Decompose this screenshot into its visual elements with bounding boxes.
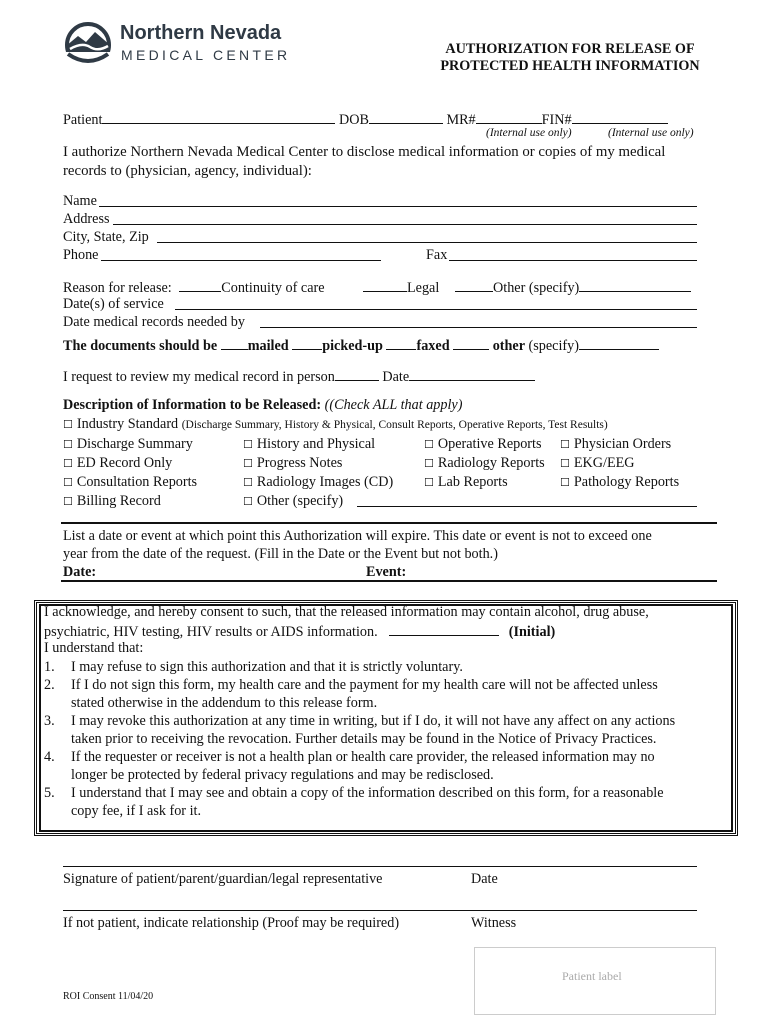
checkbox-icon[interactable]: ☐ [243,438,253,451]
checkbox-option[interactable] [424,455,545,472]
legal-checkline[interactable] [363,278,407,292]
picked-up-label: picked-up [322,338,383,354]
fin-field[interactable] [572,110,668,124]
list-number: 2. [44,677,55,693]
checkbox-option[interactable] [560,436,671,453]
delivery-specify-label: (specify) [528,338,579,354]
reason-label: Reason for release: [63,280,172,296]
checkbox-icon[interactable]: ☐ [243,457,253,470]
mr-internal-note: (Internal use only) [486,127,572,139]
continuity-checkline[interactable] [179,278,221,292]
list-number: 1. [44,659,55,675]
signature-date-label: Date [471,871,498,887]
legal-option [363,278,439,297]
other-information-field[interactable] [357,506,697,507]
option-label: Billing Record [76,493,161,509]
option-label: Radiology Reports [437,455,545,471]
reason-line [63,278,325,297]
recipient-address-label: Address [63,211,110,227]
checkbox-option[interactable] [560,474,679,491]
patient-field[interactable] [102,110,335,124]
list-text: I understand that I may see and obtain a copy of the information described on this form, for a reasonable [71,785,664,801]
witness-label: Witness [471,915,517,931]
relationship-field[interactable] [63,910,697,911]
list-number: 5. [44,785,55,801]
list-item [44,712,724,748]
understand-heading: I understand that: [44,640,144,656]
acknowledge-line-2-text: psychiatric, HIV testing, HIV results or AIDS information. [44,624,378,640]
other-checkline[interactable] [455,278,493,292]
form-title-line-1: AUTHORIZATION FOR RELEASE OF [445,41,695,57]
option-label: History and Physical [256,436,376,452]
checkbox-icon[interactable]: ☐ [243,495,253,508]
checkbox-icon[interactable]: ☐ [63,457,73,470]
checkbox-option[interactable] [424,474,508,491]
option-label: Other (specify) [256,493,344,509]
checkbox-option[interactable] [63,455,172,472]
recipient-phone-field[interactable] [101,260,381,261]
fin-label: FIN# [541,112,572,128]
option-label: ED Record Only [76,455,173,471]
option-label: Pathology Reports [573,474,680,490]
option-label: Consultation Reports [76,474,198,490]
dob-field[interactable] [369,110,443,124]
checkbox-icon[interactable]: ☐ [63,438,73,451]
option-label: Radiology Images (CD) [256,474,394,490]
continuity-label: Continuity of care [221,280,325,296]
checkbox-icon[interactable]: ☐ [63,495,73,508]
recipient-address-field[interactable] [113,224,697,225]
industry-standard-label: Industry Standard [76,416,179,432]
patient-line [63,110,668,129]
dates-of-service-field[interactable] [175,309,697,310]
list-number: 3. [44,713,55,729]
option-label: Progress Notes [256,455,343,471]
mailed-checkline[interactable] [221,336,248,350]
list-text: stated otherwise in the addendum to this release form. [71,695,378,711]
faxed-label: faxed [416,338,450,354]
checkbox-option[interactable] [243,455,342,472]
understand-list [44,658,724,820]
initial-label: (Initial) [508,624,556,640]
checkbox-icon[interactable]: ☐ [560,476,570,489]
review-text: I request to review my medical record in person [63,369,335,385]
review-line [63,367,535,386]
checkbox-icon[interactable]: ☐ [243,476,253,489]
list-number: 4. [44,749,55,765]
legal-label: Legal [407,280,440,296]
patient-label: Patient [63,112,103,128]
other-label: Other (specify) [493,280,580,296]
signature-label: Signature of patient/parent/guardian/legal representative [63,871,383,887]
logo-subtitle: MEDICAL CENTER [121,47,291,63]
mr-field[interactable] [476,110,542,124]
recipient-name-label: Name [63,193,97,209]
description-heading-note: ((Check ALL that apply) [324,397,463,413]
logo [62,22,312,68]
checkbox-icon[interactable]: ☐ [560,438,570,451]
list-text: If the requester or receiver is not a health plan or health care provider, the released information may no [71,749,655,765]
mailed-label: mailed [247,338,289,354]
checkbox-option[interactable] [243,474,393,491]
list-item [44,784,724,820]
option-label: EKG/EEG [573,455,635,471]
picked-up-checkline[interactable] [292,336,322,350]
acknowledge-line-1: I acknowledge, and hereby consent to such, that the released information may contain alcohol, drug abuse, [44,604,649,620]
description-heading-label: Description of Information to be Released: [63,397,322,413]
industry-standard-note: (Discharge Summary, History & Physical, Consult Reports, Operative Reports, Test Results) [181,419,608,431]
authorize-text-1: I authorize Northern Nevada Medical Center to disclose medical information or copies of my medical [63,144,666,160]
recipient-city-field[interactable] [157,242,697,243]
checkbox-option[interactable] [63,493,161,510]
initial-field[interactable] [389,622,499,636]
checkbox-option[interactable] [63,436,193,453]
list-text: I may revoke this authorization at any time in writing, but if I do, it will not have any affect on any actions [71,713,676,729]
checkbox-icon[interactable]: ☐ [63,418,73,431]
expiration-text-2: year from the date of the request. (Fill in the Date or the Event but not both.) [63,546,498,562]
review-checkline[interactable] [335,367,379,381]
checkbox-icon[interactable]: ☐ [560,457,570,470]
dob-label: DOB [338,112,369,128]
recipient-city-label: City, State, Zip [63,229,149,245]
checkbox-option[interactable] [63,474,197,491]
dates-of-service-label: Date(s) of service [63,296,164,312]
recipient-fax-field[interactable] [449,260,697,261]
list-text: If I do not sign this form, my health care and the payment for my health care will not be affected unless [71,677,658,693]
industry-standard-option[interactable] [63,416,608,434]
list-text: longer be protected by federal privacy regulations and may be redisclosed. [71,767,494,783]
list-text: taken prior to receiving the revocation. Further details may be found in the Notice of Privacy Practices. [71,731,657,747]
delivery-other-label: other [492,338,525,354]
recipient-phone-label: Phone [63,247,99,263]
patient-label-text: Patient label [562,969,622,983]
checkbox-option[interactable] [560,455,635,472]
fin-internal-note: (Internal use only) [608,127,694,139]
expiration-text-1: List a date or event at which point this Authorization will expire. This date or event is not to exceed one [63,528,652,544]
authorize-text-2: records to (physician, agency, individual): [63,163,312,179]
recipient-fax-label: Fax [426,247,448,263]
description-heading [63,397,462,414]
option-label: Lab Reports [437,474,508,490]
list-text: copy fee, if I ask for it. [71,803,202,819]
checkbox-icon[interactable]: ☐ [424,457,434,470]
form-title [420,41,720,75]
option-label: Operative Reports [437,436,542,452]
delivery-line [63,336,659,355]
delivery-lead: The documents should be [63,338,218,354]
date-needed-label: Date medical records needed by [63,314,245,330]
list-item [44,748,724,784]
other-specify-field[interactable] [579,278,691,292]
list-item [44,676,724,712]
option-label: Physician Orders [573,436,672,452]
checkbox-option[interactable] [243,436,375,453]
checkbox-icon[interactable]: ☐ [424,438,434,451]
review-date-field[interactable] [409,367,535,381]
checkbox-option[interactable] [243,493,343,510]
signature-field[interactable] [63,866,697,867]
date-needed-field[interactable] [260,327,697,328]
option-label: Discharge Summary [76,436,193,452]
expiration-top-rule [61,522,717,524]
checkbox-icon[interactable]: ☐ [63,476,73,489]
review-date-label: Date [382,369,410,385]
form-title-line-2: PROTECTED HEALTH INFORMATION [440,58,700,74]
expiration-event-label[interactable]: Event: [366,564,407,580]
delivery-specify-field[interactable] [579,336,659,350]
list-text: I may refuse to sign this authorization and that it is strictly voluntary. [71,659,463,675]
mr-label: MR# [446,112,476,128]
checkbox-option[interactable] [424,436,542,453]
recipient-name-field[interactable] [99,206,697,207]
acknowledge-line-2 [44,622,555,641]
expiration-bottom-rule [61,580,717,582]
footer-version: ROI Consent 11/04/20 [63,991,154,1002]
logo-name: Northern Nevada [120,22,282,44]
mountain-logo-icon [62,22,114,68]
delivery-other-checkline[interactable] [453,336,489,350]
relationship-label: If not patient, indicate relationship (Proof may be required) [63,915,400,931]
faxed-checkline[interactable] [386,336,416,350]
checkbox-icon[interactable]: ☐ [424,476,434,489]
expiration-date-label[interactable]: Date: [63,564,97,580]
other-option [455,278,691,297]
list-item [44,658,724,676]
